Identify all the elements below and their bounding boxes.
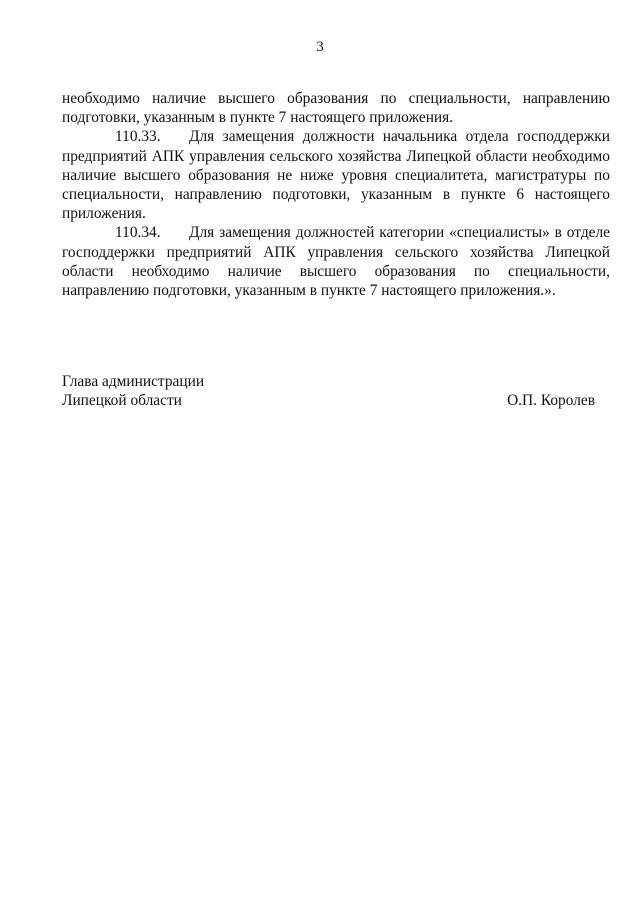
paragraph-110-34 (62, 223, 610, 300)
paragraph-text: Для замещения должностей категории «специалисты» в отделе господдержки предприятий АПК управления сельского хозяйства Липецкой области необходимо наличие высшего образования по специальности, направлению подготовки, указанным в пункте 7 настоящего приложения.». (62, 224, 610, 300)
document-body (62, 89, 610, 300)
paragraph-continuation (62, 89, 610, 127)
signature-block (62, 372, 595, 410)
page-number: 3 (316, 39, 324, 55)
paragraph-text: Для замещения должности начальника отдела господдержки предприятий АПК управления сельского хозяйства Липецкой области необходимо наличие высшего образования не ниже уровня специалитета, магистратуры по специальности, направлению подготовки, указанным в пункте 6 настоящего приложения. (62, 128, 610, 223)
signature-row (62, 391, 595, 410)
paragraph-number: 110.33. (115, 128, 161, 146)
paragraph-number: 110.34. (115, 224, 161, 242)
signatory-title: Глава администрации (62, 373, 205, 390)
signatory-region: Липецкой области (62, 392, 182, 410)
paragraph-text: необходимо наличие высшего образования по специальности, направлению подготовки, указанным в пункте 7 настоящего приложения. (62, 90, 610, 127)
paragraph-110-33 (62, 127, 610, 223)
signatory-name: О.П. Королев (507, 392, 595, 410)
